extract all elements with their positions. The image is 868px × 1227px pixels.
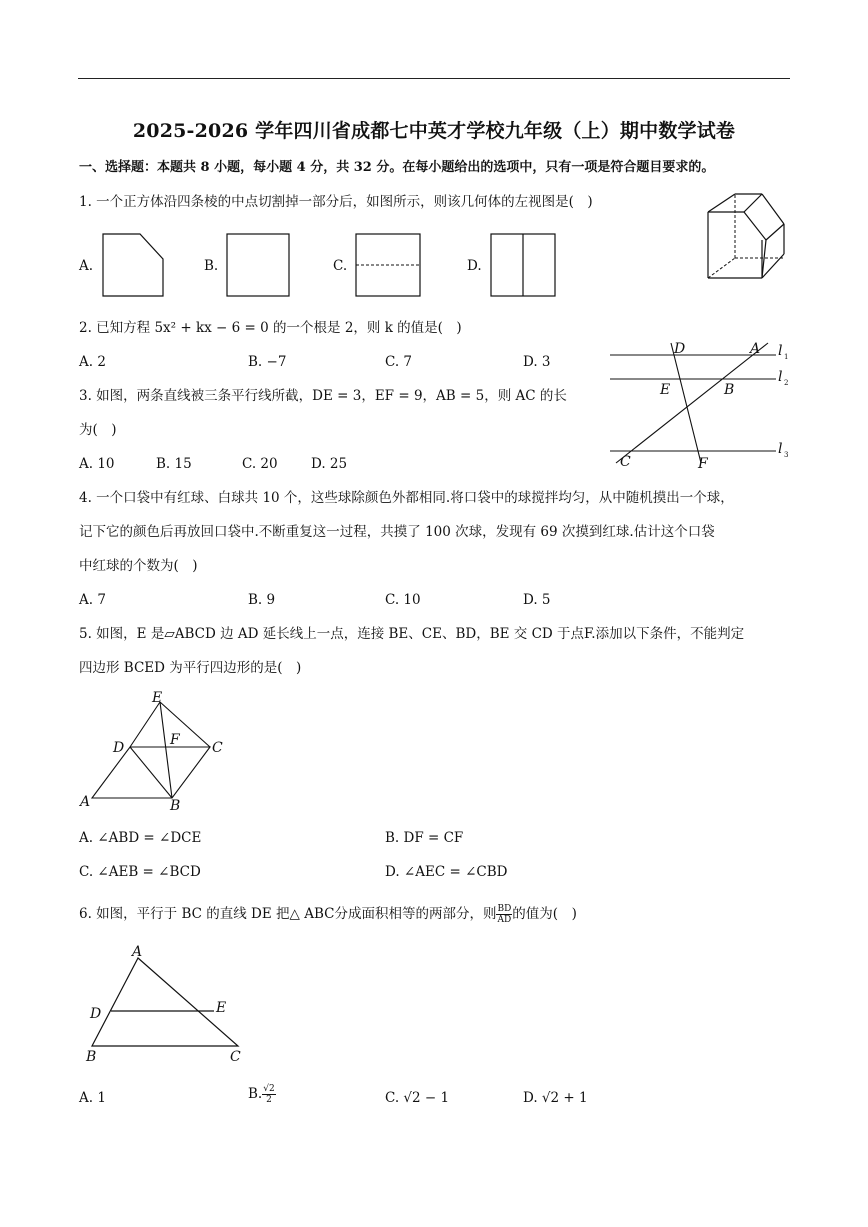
q6-triangle-figure (78, 940, 258, 1068)
q5-label-c: C (212, 740, 223, 756)
q5-label-d: D (113, 740, 125, 756)
q3-label-e: E (660, 382, 671, 398)
q6-option-d: D. √2 + 1 (523, 1090, 588, 1106)
q1-option-a: A. (79, 258, 94, 274)
q1-stem: 1. 一个正方体沿四条棱的中点切割掉一部分后，如图所示，则该几何体的左视图是( ) (79, 194, 593, 210)
q5-line2: 四边形 BCED 为平行四边形的是( ) (79, 660, 302, 676)
q6-label-d: D (90, 1006, 102, 1022)
q3-label-c: C (620, 454, 631, 470)
q6-option-b-num: √2 (263, 1084, 275, 1094)
q5-label-e: E (152, 690, 163, 706)
q4-line1: 4. 一个口袋中有红球、白球共 10 个，这些球除颜色外都相同.将口袋中的球搅拌均匀，从中随机摸出一个球， (79, 490, 734, 506)
q3-stem-line2: 为( ) (79, 422, 117, 438)
q3-label-l3: l (778, 441, 783, 457)
q6-label-b: B (86, 1049, 97, 1065)
q4-line2: 记下它的颜色后再放回口袋中.不断重复这一过程，共摸了 100 次球，发现有 69 次摸到红球.估计这个口袋 (79, 524, 715, 540)
q1-option-c-figure (355, 233, 421, 297)
q3-label-d: D (674, 341, 686, 357)
q6-fraction-den: AD (497, 915, 512, 925)
q3-label-a: A (750, 341, 761, 357)
q5-label-f: F (170, 732, 180, 748)
q3-option-b: B. 15 (156, 456, 192, 472)
q1-option-d: D. (467, 258, 482, 274)
page-title: 2025-2026 学年四川省成都七中英才学校九年级（上）期中数学试卷 (132, 120, 736, 142)
q2-option-c: C. 7 (385, 354, 413, 370)
section-heading: 一、选择题：本题共 8 小题，每小题 4 分，共 32 分。在每小题给出的选项中，只有一项是符合题目要求的。 (79, 160, 715, 175)
q6-fraction (496, 904, 512, 925)
q4-option-b: B. 9 (248, 592, 276, 608)
q2-option-b: B. −7 (248, 354, 287, 370)
q3-parallel-lines-figure (608, 338, 798, 473)
q6-label-c: C (230, 1049, 241, 1065)
header-rule (78, 78, 790, 79)
q3-option-c: C. 20 (242, 456, 278, 472)
q3-option-a: A. 10 (79, 456, 115, 472)
q5-label-a: A (80, 794, 91, 810)
q3-label-l1: l (778, 343, 783, 359)
q6-fraction-num: BD (497, 904, 512, 914)
q1-option-d-figure (490, 233, 556, 297)
q3-label-l1-sub: 1 (784, 353, 789, 361)
q4-option-c: C. 10 (385, 592, 421, 608)
q1-option-c: C. (333, 258, 348, 274)
q3-label-l3-sub: 3 (784, 451, 789, 459)
q5-label-b: B (170, 798, 181, 814)
q4-option-a: A. 7 (79, 592, 106, 608)
q6-label-e: E (216, 1000, 227, 1016)
q1-option-b: B. (204, 258, 219, 274)
q3-stem-line1: 3. 如图，两条直线被三条平行线所截，DE = 3，EF = 9，AB = 5，则 AC 的长 (79, 388, 567, 404)
q1-option-a-figure (102, 233, 164, 297)
q2-option-d: D. 3 (523, 354, 551, 370)
q1-option-b-figure (226, 233, 290, 297)
q6-option-b-den: 2 (266, 1095, 272, 1105)
q2-option-a: A. 2 (79, 354, 106, 370)
q5-parallelogram-figure (78, 690, 228, 816)
q3-label-f: F (698, 456, 708, 472)
q3-label-l2: l (778, 369, 783, 385)
q4-option-d: D. 5 (523, 592, 551, 608)
q1-solid-figure (700, 190, 792, 290)
q4-line3: 中红球的个数为( ) (79, 558, 198, 574)
q6-option-c: C. √2 − 1 (385, 1090, 450, 1106)
q6-option-b (248, 1084, 276, 1105)
q5-option-d: D. ∠AEC = ∠CBD (385, 864, 508, 880)
q5-option-a: A. ∠ABD = ∠DCE (79, 830, 202, 846)
q6-label-a: A (132, 944, 143, 960)
q6-stem-pre: 6. 如图，平行于 BC 的直线 DE 把△ ABC分成面积相等的两部分，则 (79, 906, 497, 922)
q3-label-l2-sub: 2 (784, 379, 789, 387)
q6-option-b-label: B. (248, 1086, 263, 1102)
q6-option-b-fraction (262, 1084, 275, 1105)
q3-option-d: D. 25 (311, 456, 348, 472)
q6-option-a: A. 1 (79, 1090, 106, 1106)
q5-option-c: C. ∠AEB = ∠BCD (79, 864, 201, 880)
q5-option-b: B. DF = CF (385, 830, 464, 846)
q6-stem (79, 904, 577, 925)
q5-line1: 5. 如图，E 是▱ABCD 边 AD 延长线上一点，连接 BE、CE、BD，BE 交 CD 于点F.添加以下条件，不能判定 (79, 626, 745, 642)
q3-label-b: B (724, 382, 735, 398)
q2-stem: 2. 已知方程 5x² + kx − 6 = 0 的一个根是 2，则 k 的值是( ) (79, 320, 462, 336)
q6-stem-post: 的值为( ) (512, 906, 577, 922)
